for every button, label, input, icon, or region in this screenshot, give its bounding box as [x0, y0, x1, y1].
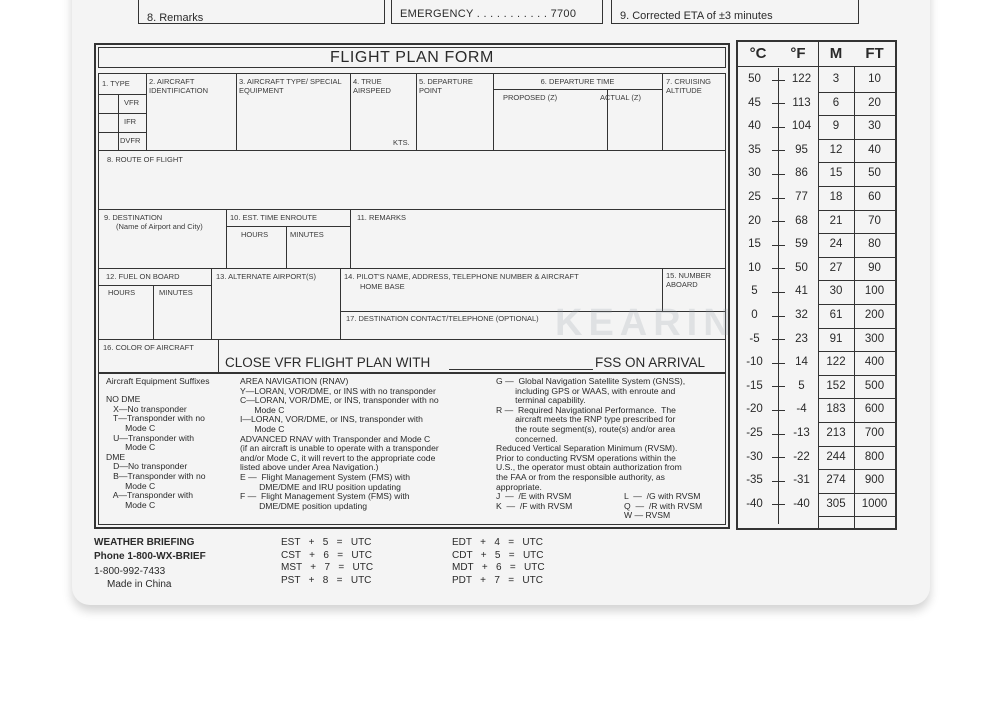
field-13-label: 13. ALTERNATE AIRPORT(S): [216, 272, 317, 281]
field-15-label: 15. NUMBER ABOARD: [666, 271, 712, 289]
conversion-row: [738, 233, 895, 257]
conversion-table: [736, 40, 897, 530]
text-line: appropriate.: [496, 481, 542, 492]
text-line: ADVANCED RNAV with Transponder and Mode C: [240, 433, 431, 444]
conversion-row: [738, 162, 895, 186]
value-celsius: 0: [751, 309, 758, 321]
dvfr-label: DVFR: [120, 136, 141, 145]
value-feet: 600: [864, 403, 885, 416]
timezone-standard-list: [281, 537, 373, 587]
text-line: Mode C: [240, 423, 285, 434]
text-line: U.S., the operator must obtain authorization from: [496, 462, 682, 473]
field-8-label: 8. ROUTE OF FLIGHT: [107, 155, 183, 164]
timezone-line: CDT + 5 = UTC: [452, 549, 544, 561]
value-meters: 9: [832, 120, 840, 133]
scale-tick: [772, 434, 785, 435]
value-fahrenheit: 14: [795, 356, 808, 369]
field-1-label: 1. TYPE: [102, 79, 130, 88]
scale-tick: [772, 80, 785, 81]
text-line: listed above under Area Navigation.): [240, 462, 379, 473]
scale-tick: [772, 198, 785, 199]
value-fahrenheit: -4: [796, 403, 807, 416]
value-celsius: -25: [746, 427, 763, 439]
phone-wx-brief: Phone 1-800-WX-BRIEF: [94, 551, 206, 562]
conversion-row: [738, 446, 895, 470]
text-line: D—No transponder: [106, 461, 188, 472]
value-meters: 183: [826, 403, 846, 416]
text-line: Reduced Vertical Separation Minimum (RVSM).: [496, 443, 678, 454]
field-14-homebase: HOME BASE: [360, 282, 405, 291]
equipment-col-no-rnav: [106, 377, 236, 510]
value-meters: 21: [829, 214, 843, 227]
text-line: A—Transponder with: [106, 490, 194, 501]
weather-briefing: WEATHER BRIEFING: [94, 537, 195, 548]
conversion-row: [738, 422, 895, 446]
ifr-label: IFR: [124, 117, 137, 126]
value-feet: 50: [868, 167, 881, 180]
text-line: U—Transponder with: [106, 432, 195, 443]
text-line: including GPS or WAAS, with enroute and: [496, 385, 676, 396]
field-5-label: 5. DEPARTURE POINT: [419, 77, 473, 95]
value-celsius: 15: [748, 238, 761, 251]
value-celsius: 35: [748, 143, 761, 156]
equipment-col-gnss: [496, 377, 724, 521]
text-line: T—Transponder with no: [106, 413, 205, 424]
value-fahrenheit: 122: [791, 73, 812, 85]
eta-box: [611, 0, 859, 24]
value-meters: 244: [826, 450, 846, 463]
text-line: concerned.: [496, 433, 558, 444]
rvsm-code: L — /G with RVSM: [624, 491, 701, 502]
ete-hours-label: HOURS: [241, 230, 269, 239]
conversion-row: [738, 257, 895, 281]
value-fahrenheit: 41: [795, 285, 808, 298]
value-meters: 27: [829, 261, 843, 274]
eta-label: 9. Corrected ETA of ±3 minutes: [620, 10, 773, 22]
header-celsius: °C: [749, 45, 767, 62]
timezone-line: MDT + 6 = UTC: [452, 562, 545, 573]
value-fahrenheit: 68: [795, 214, 808, 227]
text-line: G — Global Navigation Satellite System (GNSS),: [496, 376, 686, 386]
text-line: R — Required Navigational Performance. The: [496, 404, 676, 415]
text-line: Mode C: [106, 442, 156, 453]
value-meters: 18: [829, 191, 843, 203]
field-9-label: 9. DESTINATION: [104, 213, 163, 222]
scale-tick: [772, 504, 785, 505]
scale-tick: [772, 481, 785, 482]
value-meters: 213: [826, 427, 846, 439]
value-feet: 80: [868, 238, 881, 251]
value-celsius: -20: [746, 403, 763, 416]
text-line: DME/DME and IRU position updating: [240, 481, 401, 492]
value-meters: 305: [826, 497, 846, 510]
value-celsius: -10: [746, 356, 763, 369]
scale-tick: [772, 316, 785, 317]
field-14-label: 14. PILOT'S NAME, ADDRESS, TELEPHONE NUMBER & AIRCRAFT: [344, 272, 579, 281]
row-divider: [818, 516, 895, 517]
form-title: FLIGHT PLAN FORM: [330, 49, 494, 66]
conversion-row: [738, 469, 895, 493]
value-celsius: 45: [748, 96, 761, 109]
value-meters: 3: [832, 73, 840, 85]
value-fahrenheit: -31: [793, 474, 810, 487]
text-line: aircraft meets the RNP type prescribed for: [496, 414, 676, 425]
value-fahrenheit: -22: [793, 450, 810, 463]
timezone-line: PST + 8 = UTC: [281, 574, 372, 586]
value-feet: 20: [868, 96, 881, 109]
value-celsius: 5: [751, 285, 758, 298]
value-fahrenheit: 95: [795, 143, 808, 156]
value-meters: 12: [829, 143, 843, 156]
value-feet: 900: [864, 474, 885, 487]
value-feet: 70: [868, 214, 881, 227]
form-title-box: [98, 47, 726, 68]
text-line: C—LORAN, VOR/DME, or INS, transponder with no: [240, 395, 439, 406]
conversion-row: [738, 398, 895, 422]
value-fahrenheit: 104: [791, 120, 812, 133]
rvsm-code: W — RVSM: [624, 510, 671, 521]
scale-tick: [772, 150, 785, 151]
value-fahrenheit: 23: [795, 332, 808, 345]
emergency-box: [391, 0, 603, 24]
conversion-row: [738, 92, 895, 116]
conversion-row: [738, 280, 895, 304]
rvsm-row: [496, 511, 724, 521]
value-celsius: -30: [746, 450, 763, 463]
value-feet: 40: [868, 143, 881, 156]
text-line: I—LORAN, VOR/DME, or INS, transponder with: [240, 414, 423, 425]
conversion-row: [738, 68, 895, 92]
scale-tick: [772, 268, 785, 269]
text-line: Y—LORAN, VOR/DME, or INS with no transponder: [240, 385, 436, 396]
field-12-label: 12. FUEL ON BOARD: [106, 272, 180, 281]
conversion-row: [738, 210, 895, 234]
remarks-box: [138, 0, 385, 24]
equipment-col-rnav: [240, 377, 490, 511]
text-line: and/or Mode C, it will revert to the appropriate code: [240, 452, 436, 463]
rvsm-code: J — /E with RVSM: [496, 491, 572, 502]
text-line: F — Flight Management System (FMS) with: [240, 491, 410, 502]
phone-number: 1-800-992-7433: [94, 566, 166, 577]
conversion-row: [738, 375, 895, 399]
value-feet: 800: [864, 450, 885, 463]
text-line: DME: [106, 451, 126, 462]
conversion-row: [738, 304, 895, 328]
scale-tick: [772, 127, 785, 128]
text-line: X—No transponder: [106, 403, 187, 414]
value-fahrenheit: 86: [795, 167, 808, 180]
rvsm-row: [496, 502, 724, 512]
scale-tick: [772, 103, 785, 104]
value-feet: 400: [864, 356, 885, 369]
value-celsius: 25: [748, 191, 761, 203]
value-celsius: 40: [748, 120, 761, 133]
scale-tick: [772, 457, 785, 458]
value-fahrenheit: 5: [798, 379, 805, 392]
field-2-label: 2. AIRCRAFT IDENTIFICATION: [149, 77, 209, 95]
fuel-hours-label: HOURS: [108, 288, 136, 297]
fss-on-arrival-text: FSS ON ARRIVAL: [595, 355, 706, 370]
proposed-label: PROPOSED (Z): [503, 93, 558, 102]
scale-tick: [772, 174, 785, 175]
remarks-label: 8. Remarks: [147, 12, 204, 24]
watermark: KEARIN: [555, 302, 737, 344]
header-fahrenheit: °F: [790, 45, 806, 62]
timezone-line: CST + 6 = UTC: [281, 549, 372, 561]
value-feet: 200: [864, 309, 885, 321]
value-fahrenheit: 59: [795, 238, 808, 251]
value-meters: 15: [829, 167, 843, 180]
route-of-flight-box: [98, 150, 726, 210]
text-line: the FAA or from the responsible authority, as: [496, 471, 665, 482]
value-meters: 91: [829, 332, 843, 345]
text-line: B—Transponder with no: [106, 470, 206, 481]
fss-blank-line: [449, 369, 593, 370]
scale-tick: [772, 410, 785, 411]
text-line: Mode C: [106, 499, 156, 510]
conversion-row: [738, 186, 895, 210]
vfr-label: VFR: [124, 98, 139, 107]
value-feet: 30: [868, 120, 881, 133]
made-in: Made in China: [107, 579, 172, 590]
value-fahrenheit: 113: [792, 96, 811, 109]
field-9-sub: (Name of Airport and City): [116, 222, 203, 231]
value-feet: 700: [864, 427, 885, 439]
rvsm-code: Q — /R with RVSM: [624, 500, 703, 511]
text-line: Prior to conducting RVSM operations within the: [496, 452, 676, 463]
value-meters: 6: [832, 96, 840, 109]
text-line: AREA NAVIGATION (RNAV): [240, 376, 349, 386]
ete-minutes-label: MINUTES: [290, 230, 324, 239]
field-6-label: 6. DEPARTURE TIME: [540, 77, 615, 86]
conversion-row: [738, 115, 895, 139]
timezone-daylight-list: [452, 537, 545, 587]
field-17-label: 17. DESTINATION CONTACT/TELEPHONE (OPTIONAL): [346, 314, 539, 323]
value-fahrenheit: 50: [795, 261, 808, 274]
value-celsius: 10: [748, 261, 761, 274]
value-meters: 274: [826, 474, 846, 487]
value-celsius: -15: [746, 379, 763, 392]
scale-tick: [772, 221, 785, 222]
header-feet: FT: [865, 45, 884, 62]
fuel-minutes-label: MINUTES: [159, 288, 193, 297]
field-11-label: 11. REMARKS: [357, 213, 407, 222]
value-feet: 300: [864, 332, 885, 345]
value-feet: 500: [864, 379, 885, 392]
conversion-row: [738, 351, 895, 375]
text-line: Mode C: [106, 480, 156, 491]
timezone-line: EDT + 4 = UTC: [452, 537, 543, 548]
conversion-row: [738, 493, 895, 517]
scale-tick: [772, 339, 785, 340]
value-feet: 60: [868, 191, 881, 203]
value-fahrenheit: -40: [793, 497, 810, 510]
text-line: the route segment(s), route(s) and/or area: [496, 423, 676, 434]
header-meters: M: [829, 45, 843, 62]
text-line: DME/DME position updating: [240, 500, 368, 511]
timezone-line: MST + 7 = UTC: [281, 562, 374, 573]
value-meters: 30: [829, 285, 843, 298]
timezone-line: EST + 5 = UTC: [281, 537, 372, 548]
value-celsius: 30: [748, 167, 761, 180]
value-meters: 24: [829, 238, 843, 251]
text-line: Mode C: [106, 422, 156, 433]
emergency-code: EMERGENCY . . . . . . . . . . . 7700: [400, 8, 577, 20]
text-line: NO DME: [106, 394, 141, 405]
scale-tick: [772, 363, 785, 364]
value-feet: 10: [868, 73, 881, 85]
value-meters: 61: [829, 309, 843, 321]
field-16-label: 16. COLOR OF AIRCRAFT: [103, 343, 194, 352]
text-line: terminal capability.: [496, 395, 586, 406]
text-line: Aircraft Equipment Suffixes: [106, 376, 210, 386]
value-celsius: 20: [748, 214, 761, 227]
field-3-label: 3. AIRCRAFT TYPE/ SPECIAL EQUIPMENT: [239, 77, 342, 95]
text-line: E — Flight Management System (FMS) with: [240, 471, 411, 482]
scale-tick: [772, 292, 785, 293]
close-vfr-text: CLOSE VFR FLIGHT PLAN WITH: [225, 355, 431, 370]
rvsm-code: K — /F with RVSM: [496, 500, 573, 511]
kts-label: KTS.: [393, 138, 410, 147]
field-4-label: 4. TRUE AIRSPEED: [353, 77, 391, 95]
value-celsius: -40: [746, 497, 763, 510]
value-feet: 1000: [861, 497, 888, 510]
text-line: Mode C: [240, 404, 285, 415]
value-feet: 100: [864, 285, 885, 298]
value-fahrenheit: 32: [795, 309, 808, 321]
actual-label: ACTUAL (Z): [600, 93, 641, 102]
value-celsius: -5: [749, 332, 760, 345]
value-celsius: 50: [748, 73, 761, 85]
row-fields-9-11: [98, 209, 726, 269]
field-10-label: 10. EST. TIME ENROUTE: [230, 213, 317, 222]
value-celsius: -35: [746, 474, 763, 487]
field-7-label: 7. CRUISING ALTITUDE: [666, 77, 712, 95]
text-line: (if an aircraft is unable to operate with a transponder: [240, 443, 439, 454]
scale-tick: [772, 245, 785, 246]
value-meters: 152: [826, 379, 846, 392]
value-feet: 90: [868, 261, 881, 274]
timezone-line: PDT + 7 = UTC: [452, 574, 543, 586]
conversion-row: [738, 328, 895, 352]
value-fahrenheit: 77: [795, 191, 808, 203]
value-meters: 122: [826, 356, 846, 369]
value-fahrenheit: -13: [793, 427, 810, 439]
scale-tick: [772, 386, 785, 387]
conversion-row: [738, 139, 895, 163]
